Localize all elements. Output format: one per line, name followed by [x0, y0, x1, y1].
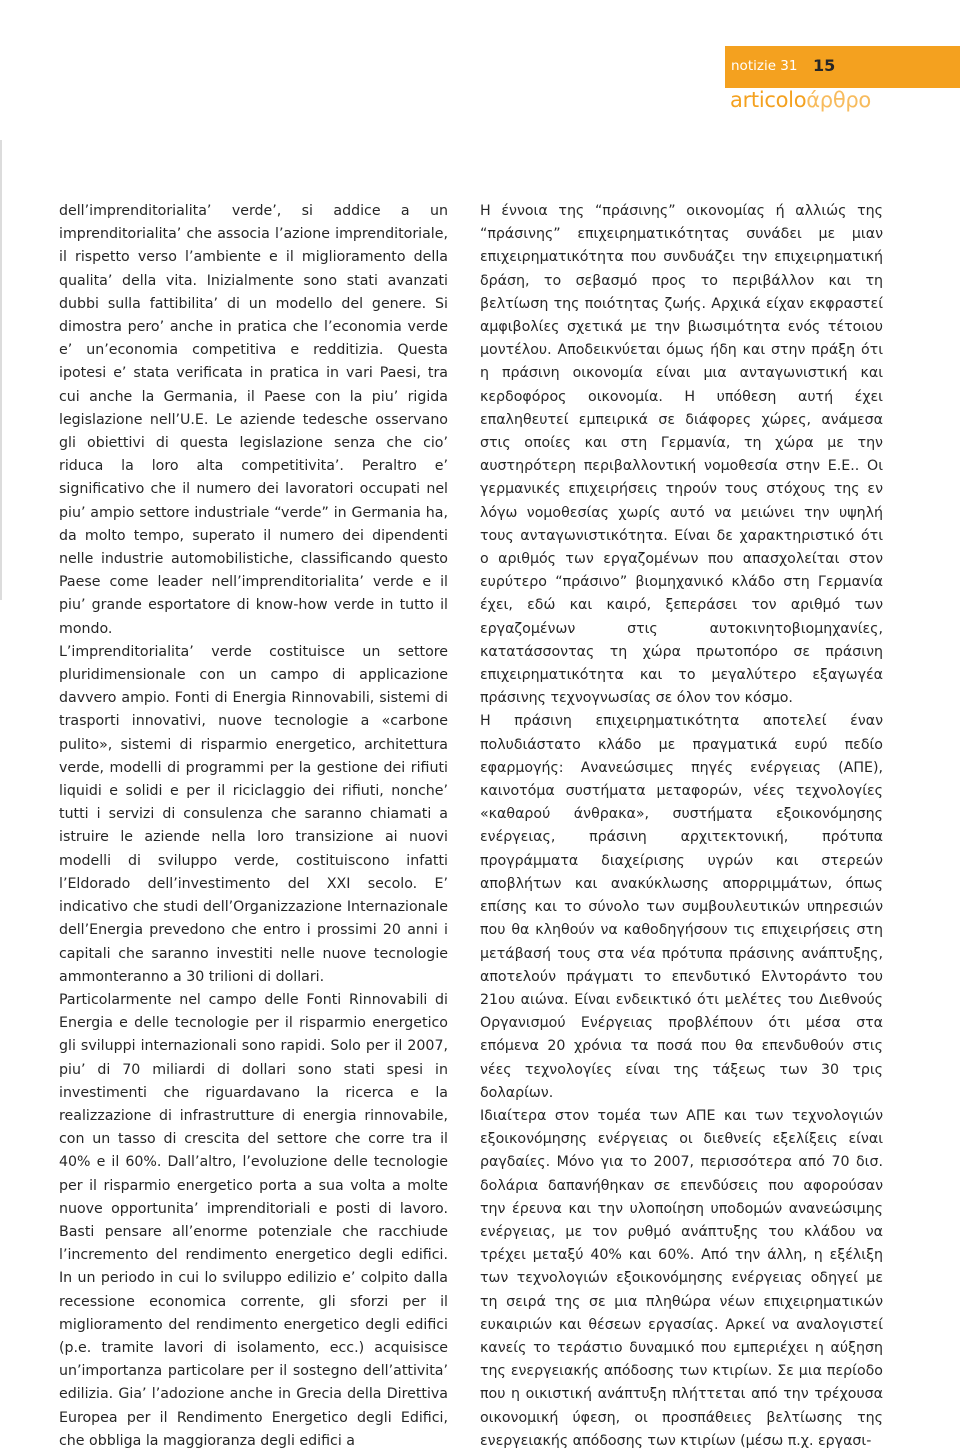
greek-paragraph-1: Η έννοια της “πράσινης” οικονομίας ή αλλιώς της “πράσινης” επιχειρηματικότητας συνάδει με μιαν επιχειρηματικότητα που συνδυάζει την επιχειρηματική δράση, το σεβασμό προς το περιβάλλον και τη βελτίωση της ποιότητας ζωής. Αρχικά είχαν εκφραστεί αμφιβολίες σχετικά με την βιωσιμότητα ενός τέτοιου μοντέλου. Αποδεικνύεται όμως ήδη και στην πράξη ότι η πράσινη οικονομία είναι μια ανταγωνιστική και κερδοφόρος οικονομία. Η υπόθεση αυτή έχει επαληθευτεί εμπειρικά σε διάφορες χώρες, ανάμεσα στις οποίες και στη Γερμανία, τη χώρα με την αυστηρότερη περιβαλλοντική νομοθεσία στην Ε.Ε.. Οι γερμανικές επιχειρήσεις τηρούν τους στόχους της εν λόγω νομοθεσίας χωρίς αυτό να μειώνει την υψηλή τους ανταγωνιστικότητα. Είναι δε χαρακτηριστικό ότι ο αριθμός των εργαζομένων που απασχολείται στον ευρύτερο “πράσινο” βιομηχανικό κλάδο στη Γερμανία έχει, εδώ και καιρό, ξεπεράσει τον αριθμό των εργαζομένων στις αυτοκινητοβιομηχανίες, κατατάσσοντας τη χώρα πρωτοπόρο σε πράσινη επιχειρηματικότητα και το μεγαλύτερο εξαγωγέα πράσινης τεχνογνωσίας σε όλον τον κόσμο. — [480, 203, 883, 707]
greek-paragraph-3: Ιδιαίτερα στον τομέα των ΑΠΕ και των τεχνολογιών εξοικονόμησης ενέργειας οι διεθνείς εξελίξεις είναι ραγδαίες. Μόνο για το 2007, περισσότερα από 70 δισ. δολάρια δαπανήθηκαν σε επενδύσεις που αφορούσαν την έρευνα και την υλοποίηση υποδομών ανανεώσιμης ενέργειας, με τον ρυθμό ανάπτυξης του κλάδου να τρέχει μεταξύ 40% και 60%. Από την άλλη, η εξέλιξη των τεχνολογιών εξοικονόμησης ενέργειας οδηγεί με τη σειρά της σε μια πληθώρα νέων επιχειρηματικών ευκαιριών και θέσεων εργασίας. Αρκεί να αναλογιστεί κανείς το τεράστιο δυναμικό που εμπεριέχει η αύξηση της ενεργειακής απόδοσης των κτιρίων. Σε μια περίοδο που η οικιστική ανάπτυξη πλήττεται από την τρέχουσα οικονομική ύφεση, οι προσπάθειες βελτίωσης της ενεργειακής απόδοσης των κτιρίων (μέσω π.χ. εργασι- — [480, 1107, 883, 1449]
section-label-italian: articolo — [730, 88, 807, 112]
italian-article-column — [59, 200, 448, 1453]
section-label — [730, 88, 871, 112]
page-header-tab — [725, 46, 960, 88]
italian-paragraph-3: Particolarmente nel campo delle Fonti Rinnovabili di Energia e delle tecnologie per il risparmio energetico gli sviluppi internazionali sono rapidi. Solo per il 2007, piu’ di 70 miliardi di dollari sono stati spesi in investimenti che riguardavano la ricerca e la realizzazione di infrastrutture di energia rinnovabile, con un tasso di crescita del settore che corre tra il 40% e il 60%. Dall’altro, l’evoluzione delle tecnologie per il risparmio energetico porta a sua volta a molte nuove opportunita’ imprenditoriali e posti di lavoro. Basti pensare all’enorme potenziale che racchiude l’incremento del rendimento energetico degli edifici. In un periodo in cui lo sviluppo edilizio e’ colpito dalla recessione economica corrente, gli sforzi per il miglioramento del rendimento energetico degli edifici (p.e. tramite lavori di isolamento, ecc.) acquisisce un’importanza particolare per il sostegno dell’attivita’ edilizia. Gia’ l’adozione anche in Grecia della Direttiva Europea per il Rendimento Energetico degli Edifici, che obbliga la maggioranza degli edifici a — [59, 991, 448, 1449]
italian-paragraph-2: L’imprenditorialita’ verde costituisce un settore pluridimensionale con un campo di applicazione davvero ampio. Fonti di Energia Rinnovabili, sistemi di trasporti innovativi, nuove tecnologie a «carbone pulito», sistemi di risparmio energetico, architettura verde, modelli di programmi per la gestione dei rifiuti liquidi e solidi e per il riciclaggio dei rifiuti, nonche’ tutti i servizi di consulenza che saranno chiamati a istruire le aziende nella loro transizione ai nuovi modelli di sviluppo verde, costituiscono infatti l’Eldorado dell’investimento del XXI secolo. E’ indicativo che studi dell’Organizzazione Internazionale dell’Energia prevedono che entro i prossimi 20 anni i capitali che saranno investiti nelle nuove tecnologie ammonteranno a 30 trilioni di dollari. — [59, 643, 448, 985]
issue-label: notizie 31 — [731, 58, 798, 74]
greek-article-column — [480, 200, 883, 1453]
italian-paragraph-1: dell’imprenditorialita’ verde’, si addice a un imprenditorialita’ che associa l’azione imprenditoriale, il rispetto verso l’ambiente e il miglioramento della qualita’ della vita. Inizialmente sono stati avanzati dubbi sulla fattibilita’ di un modello del genere. Si dimostra pero’ anche in pratica che l’economia verde e’ un’economia competitiva e redditizia. Questa ipotesi e’ stata verificata in pratica in vari Paesi, tra cui anche la Germania, il Paese con la piu’ rigida legislazione nell’U.E. Le aziende tedesche osservano gli obiettivi di questa legislazione senza che cio’ riduca la loro alta competitivita’. Peraltro e’ significativo che il numero dei lavoratori occupati nel piu’ ampio settore industriale “verde” in Germania ha, da molto tempo, superato il numero dei dipendenti nelle industrie automobilistiche, classificando questo Paese come leader nell’imprenditorialita’ verde e il piu’ grande esportatore di know-how verde in tutto il mondo. — [59, 203, 448, 637]
section-label-greek: άρθρο — [806, 88, 871, 112]
page-number: 15 — [813, 56, 836, 75]
left-margin-rule — [0, 140, 2, 600]
greek-paragraph-2: Η πράσινη επιχειρηματικότητα αποτελεί έναν πολυδιάστατο κλάδο με πραγματικά ευρύ πεδίο εφαρμογής: Ανανεώσιμες πηγές ενέργειας (ΑΠΕ), καινοτόμα συστήματα μεταφορών, νέες τεχνολογίες «καθαρού άνθρακα», συστήματα εξοικονόμησης ενέργειας, πράσινη αρχιτεκτονική, πρότυπα προγράμματα διαχείρισης υγρών και στερεών αποβλήτων και ανακύκλωσης απορριμμάτων, όπως επίσης και το σύνολο των συμβουλευτικών υπηρεσιών που θα κληθούν να καθοδηγήσουν τις επιχειρήσεις στη μετάβασή τους στα νέα πρότυπα πράσινης ανάπτυξης, αποτελούν πράγματι το επενδυτικό Ελντοράντο του 21ου αιώνα. Είναι ενδεικτικό ότι μελέτες του Διεθνούς Οργανισμού Ενέργειας προβλέπουν ότι μέσα στα επόμενα 20 χρόνια τα ποσά που θα επενδυθούν στις νέες τεχνολογίες είναι της τάξεως των 30 τρις δολαρίων. — [480, 713, 883, 1101]
